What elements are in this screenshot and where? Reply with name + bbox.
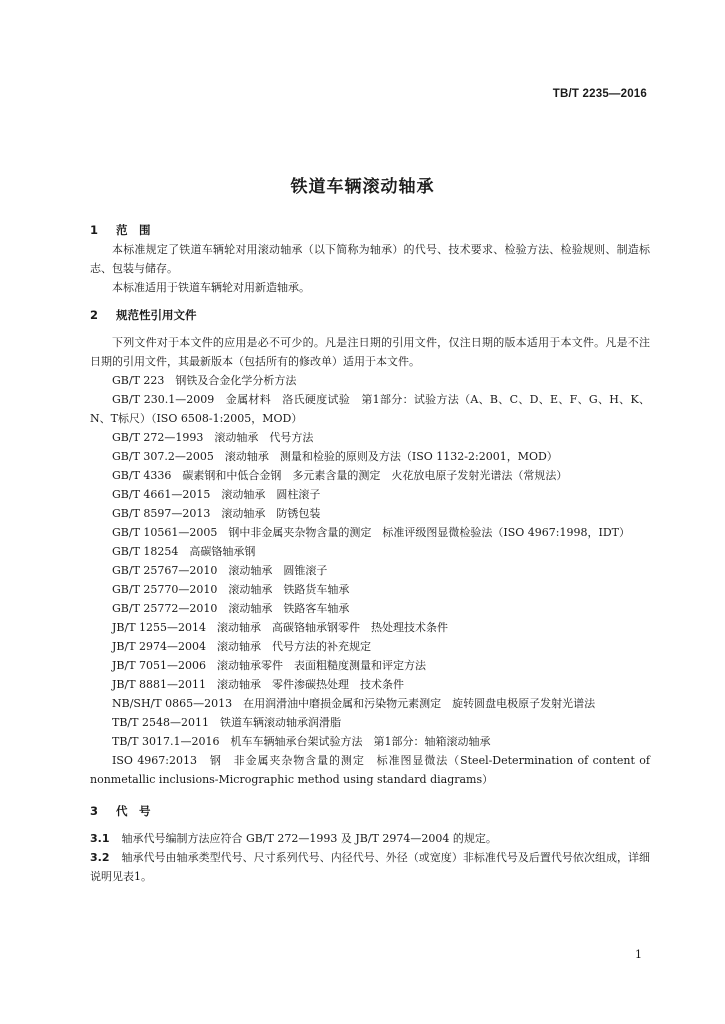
reference-item: GB/T 8597—2013 滚动轴承 防锈包装	[112, 507, 321, 520]
reference-item: GB/T 25772—2010 滚动轴承 铁路客车轴承	[112, 602, 350, 615]
clause-3-1	[90, 829, 650, 848]
section-number: 3	[90, 804, 99, 818]
reference-item: GB/T 272—1993 滚动轴承 代号方法	[112, 431, 314, 444]
reference-item: ISO 4967:2013 钢 非金属夹杂物含量的测定 标准图显微法（Steel-Determination of content of nonmetallic inclusions-Micrographic method using standard diagrams）	[90, 754, 650, 786]
clause-number: 3.1	[90, 832, 110, 845]
section-3-heading	[90, 801, 650, 821]
reference-item: GB/T 10561—2005 钢中非金属夹杂物含量的测定 标准评级图显微检验法（ISO 4967:1998，IDT）	[112, 526, 630, 539]
paragraph: 本标准适用于铁道车辆轮对用新造轴承。	[112, 281, 310, 294]
section-2-heading	[90, 305, 650, 325]
clause-number: 3.2	[90, 851, 110, 864]
reference-item: GB/T 307.2—2005 滚动轴承 测量和检验的原则及方法（ISO 1132-2:2001，MOD）	[112, 450, 558, 463]
doc-code: TB/T 2235—2016	[552, 88, 647, 100]
section-1-heading	[90, 220, 650, 240]
paragraph: 下列文件对于本文件的应用是必不可少的。凡是注日期的引用文件，仅注日期的版本适用于本文件。凡是不注日期的引用文件，其最新版本（包括所有的修改单）适用于本文件。	[90, 336, 650, 368]
reference-item: GB/T 223 钢铁及合金化学分析方法	[112, 374, 297, 387]
reference-item: JB/T 7051—2006 滚动轴承零件 表面粗糙度测量和评定方法	[112, 659, 427, 672]
clause-text: 轴承代号由轴承类型代号、尺寸系列代号、内径代号、外径（或宽度）非标准代号及后置代号依次组成，详细说明见表1。	[90, 851, 650, 883]
reference-item: JB/T 1255—2014 滚动轴承 高碳铬轴承钢零件 热处理技术条件	[112, 621, 449, 634]
reference-item: JB/T 8881—2011 滚动轴承 零件渗碳热处理 技术条件	[112, 678, 405, 691]
reference-item: GB/T 230.1—2009 金属材料 洛氏硬度试验 第1部分：试验方法（A、B、C、D、E、F、G、H、K、N、T标尺）（ISO 6508-1:2005，MOD）	[90, 393, 650, 425]
document-title: 铁道车辆滚动轴承	[290, 177, 435, 197]
section-number: 2	[90, 308, 99, 322]
reference-item: GB/T 25770—2010 滚动轴承 铁路货车轴承	[112, 583, 350, 596]
page-number: 1	[635, 948, 642, 961]
reference-item: GB/T 4661—2015 滚动轴承 圆柱滚子	[112, 488, 321, 501]
section-title: 范 围	[116, 223, 151, 237]
reference-item: JB/T 2974—2004 滚动轴承 代号方法的补充规定	[112, 640, 372, 653]
paragraph: 本标准规定了铁道车辆轮对用滚动轴承（以下简称为轴承）的代号、技术要求、检验方法、检验规则、制造标志、包装与储存。	[90, 243, 650, 275]
reference-item: TB/T 2548—2011 铁道车辆滚动轴承润滑脂	[112, 716, 341, 729]
section-number: 1	[90, 223, 99, 237]
clause-text: 轴承代号编制方法应符合 GB/T 272—1993 及 JB/T 2974—2004 的规定。	[121, 832, 497, 845]
document-body	[90, 220, 650, 886]
reference-item: GB/T 25767—2010 滚动轴承 圆锥滚子	[112, 564, 328, 577]
reference-item: GB/T 4336 碳素钢和中低合金钢 多元素含量的测定 火花放电原子发射光谱法（常规法）	[112, 469, 568, 482]
reference-item: TB/T 3017.1—2016 机车车辆轴承台架试验方法 第1部分：轴箱滚动轴承	[112, 735, 491, 748]
section-title: 代 号	[116, 804, 151, 818]
reference-item: GB/T 18254 高碳铬轴承钢	[112, 545, 256, 558]
clause-3-2	[90, 848, 650, 886]
section-title: 规范性引用文件	[116, 308, 197, 322]
reference-item: NB/SH/T 0865—2013 在用润滑油中磨损金属和污染物元素测定 旋转圆盘电极原子发射光谱法	[112, 697, 596, 710]
